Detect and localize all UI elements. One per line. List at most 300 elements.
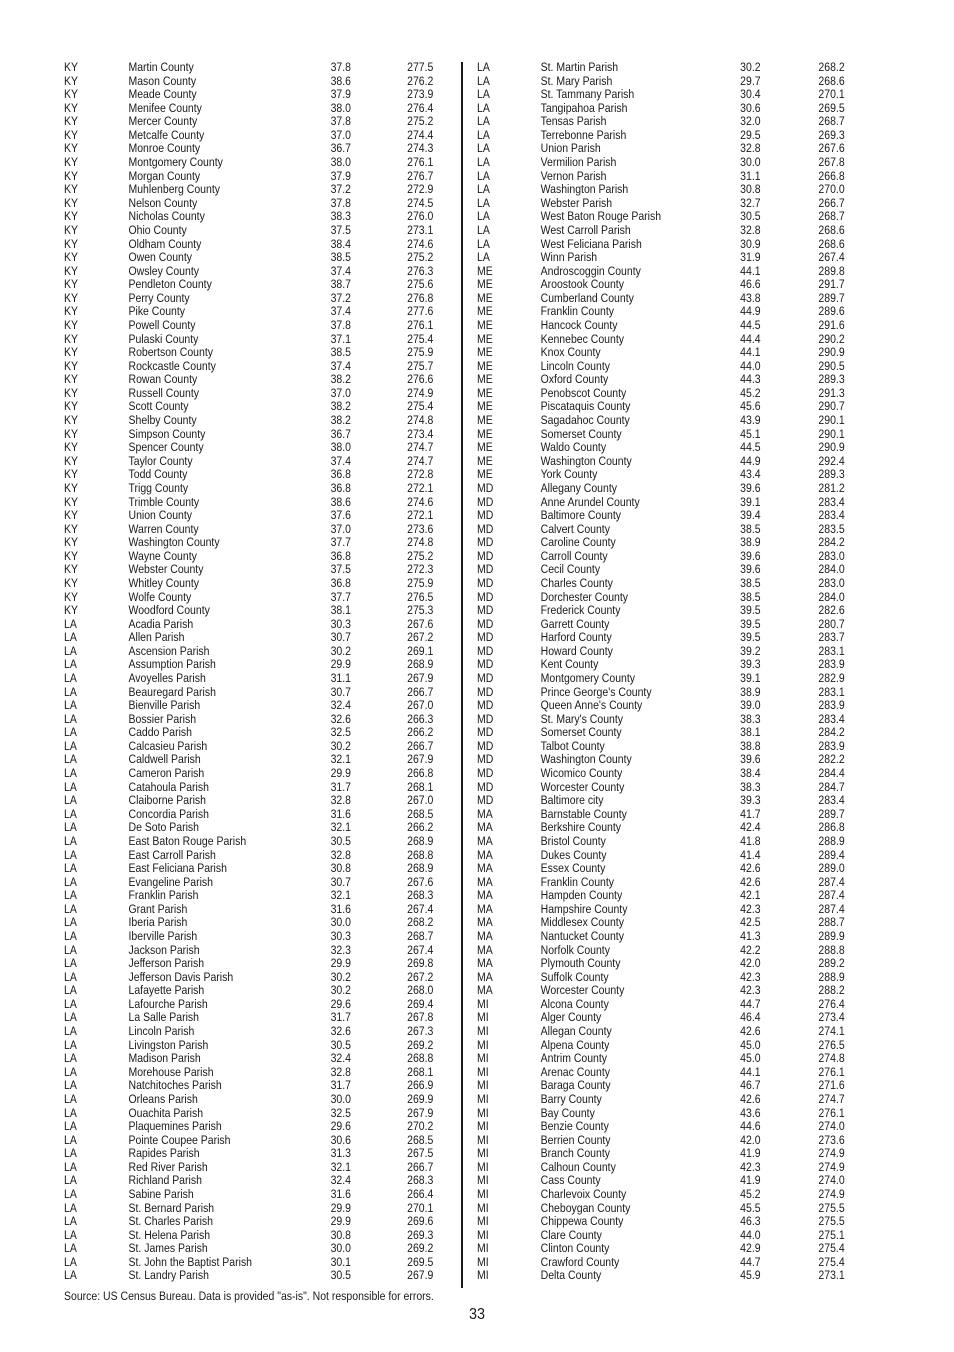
value-1: 38.1 <box>740 725 761 740</box>
county-name: East Feliciana Parish <box>128 861 227 876</box>
value-2: 267.0 <box>407 698 434 713</box>
table-row <box>64 726 460 740</box>
table-row <box>477 862 873 876</box>
state-code: MD <box>477 711 494 726</box>
value-2: 276.1 <box>407 155 434 170</box>
value-1: 37.4 <box>330 263 352 278</box>
state-code: LA <box>64 847 77 862</box>
table-row <box>64 102 460 116</box>
value-2: 283.7 <box>818 630 845 645</box>
state-code: KY <box>64 372 78 387</box>
value-1: 38.6 <box>330 73 352 88</box>
value-2: 289.7 <box>818 290 845 305</box>
county-name: Jackson Parish <box>128 942 200 957</box>
value-1: 42.0 <box>740 956 761 971</box>
table-row <box>477 1202 873 1216</box>
value-1: 29.9 <box>330 1200 352 1215</box>
state-code: LA <box>477 250 490 265</box>
table-row <box>477 400 873 414</box>
value-1: 44.3 <box>740 372 761 387</box>
county-name: Orleans Parish <box>128 1091 198 1106</box>
table-row <box>477 224 873 238</box>
value-1: 38.9 <box>740 684 761 699</box>
county-name: Baltimore city <box>540 793 604 808</box>
value-1: 30.8 <box>330 861 352 876</box>
state-code: LA <box>64 942 77 957</box>
value-1: 32.8 <box>330 793 352 808</box>
county-name: Allen Parish <box>128 630 185 645</box>
table-row <box>477 577 873 591</box>
value-1: 41.7 <box>740 806 761 821</box>
table-row <box>64 278 460 292</box>
value-1: 31.1 <box>740 168 761 183</box>
table-row <box>477 360 873 374</box>
county-name: Caddo Parish <box>128 725 193 740</box>
value-2: 267.6 <box>407 616 434 631</box>
value-2: 283.9 <box>818 738 845 753</box>
state-code: KY <box>64 548 78 563</box>
state-code: KY <box>64 589 78 604</box>
table-row <box>64 1147 460 1161</box>
county-name: Washington County <box>540 453 632 468</box>
value-1: 29.5 <box>740 127 761 142</box>
table-row <box>477 713 873 727</box>
state-code: MI <box>477 1132 489 1147</box>
table-row <box>64 591 460 605</box>
table-row <box>477 618 873 632</box>
table-row <box>64 794 460 808</box>
value-1: 45.2 <box>740 1186 761 1201</box>
state-code: KY <box>64 603 78 618</box>
county-name: Scott County <box>128 399 189 414</box>
table-row <box>477 876 873 890</box>
value-1: 38.4 <box>740 766 761 781</box>
state-code: MI <box>477 1091 489 1106</box>
county-name: Allegan County <box>540 1024 612 1039</box>
value-1: 38.5 <box>740 575 761 590</box>
value-2: 281.2 <box>818 480 845 495</box>
value-2: 275.4 <box>407 331 434 346</box>
county-name: Ascension Parish <box>128 643 210 658</box>
table-row <box>64 183 460 197</box>
table-row <box>477 238 873 252</box>
table-row <box>64 1188 460 1202</box>
value-1: 30.0 <box>330 1241 352 1256</box>
value-2: 288.2 <box>818 983 845 998</box>
value-2: 274.8 <box>407 413 434 428</box>
table-row <box>477 523 873 537</box>
state-code: MA <box>477 847 493 862</box>
table-row <box>64 713 460 727</box>
table-row <box>477 889 873 903</box>
state-code: KY <box>64 575 78 590</box>
table-row <box>64 509 460 523</box>
table-row <box>477 1269 873 1283</box>
state-code: MD <box>477 698 494 713</box>
value-1: 42.6 <box>740 861 761 876</box>
state-code: MD <box>477 752 494 767</box>
value-2: 283.9 <box>818 657 845 672</box>
county-name: West Carroll Parish <box>540 222 631 237</box>
county-name: Essex County <box>540 861 606 876</box>
value-2: 276.4 <box>407 100 434 115</box>
state-code: LA <box>64 861 77 876</box>
value-1: 37.2 <box>330 182 352 197</box>
table-row <box>477 1025 873 1039</box>
table-row <box>64 563 460 577</box>
state-code: ME <box>477 358 493 373</box>
value-2: 272.1 <box>407 480 434 495</box>
county-name: Taylor County <box>128 453 193 468</box>
table-row <box>477 835 873 849</box>
table-row <box>477 903 873 917</box>
value-1: 39.4 <box>740 508 761 523</box>
value-2: 269.3 <box>818 127 845 142</box>
table-row <box>64 224 460 238</box>
state-code: KY <box>64 114 78 129</box>
state-code: MA <box>477 956 493 971</box>
state-code: KY <box>64 304 78 319</box>
county-name: Nicholas County <box>128 209 205 224</box>
state-code: LA <box>477 60 490 74</box>
value-1: 30.7 <box>330 874 352 889</box>
value-1: 30.2 <box>330 738 352 753</box>
value-2: 274.7 <box>818 1091 845 1106</box>
state-code: KY <box>64 480 78 495</box>
value-1: 38.0 <box>330 155 352 170</box>
value-1: 30.3 <box>330 929 352 943</box>
value-1: 31.1 <box>330 671 352 686</box>
value-1: 42.6 <box>740 1091 761 1106</box>
state-code: MI <box>477 1051 489 1066</box>
county-name: Anne Arundel County <box>540 494 640 509</box>
value-1: 39.6 <box>740 562 761 577</box>
county-name: St. Bernard Parish <box>128 1200 215 1215</box>
table-row <box>477 808 873 822</box>
value-1: 41.3 <box>740 929 761 943</box>
state-code: KY <box>64 467 78 482</box>
value-1: 44.0 <box>740 358 761 373</box>
value-1: 38.3 <box>740 711 761 726</box>
value-2: 266.9 <box>407 1078 434 1093</box>
value-1: 31.7 <box>330 779 352 794</box>
table-row <box>477 278 873 292</box>
value-1: 38.7 <box>330 277 352 292</box>
value-2: 290.5 <box>818 358 845 373</box>
source-note: Source: US Census Bureau. Data is provided "as-is". Not responsible for errors. <box>64 1289 434 1303</box>
value-2: 268.2 <box>407 915 434 930</box>
value-1: 43.8 <box>740 290 761 305</box>
county-name: Martin County <box>128 60 194 74</box>
table-row <box>477 333 873 347</box>
value-2: 283.5 <box>818 521 845 536</box>
value-2: 266.7 <box>407 684 434 699</box>
value-1: 32.8 <box>330 1064 352 1079</box>
state-code: MI <box>477 1010 489 1025</box>
state-code: KY <box>64 358 78 373</box>
county-name: Cass County <box>540 1173 601 1188</box>
table-row <box>64 129 460 143</box>
value-2: 274.9 <box>818 1186 845 1201</box>
county-name: St. John the Baptist Parish <box>128 1254 253 1269</box>
value-1: 32.1 <box>330 888 352 903</box>
value-1: 37.0 <box>330 385 352 400</box>
table-row <box>477 686 873 700</box>
value-2: 266.7 <box>818 195 845 210</box>
value-1: 37.8 <box>330 60 352 74</box>
county-name: Waldo County <box>540 440 607 455</box>
county-name: Androscoggin County <box>540 263 641 278</box>
table-row <box>64 645 460 659</box>
table-row <box>64 88 460 102</box>
state-code: MI <box>477 1064 489 1079</box>
value-1: 32.0 <box>740 114 761 129</box>
value-1: 30.5 <box>330 1268 352 1283</box>
value-2: 287.4 <box>818 874 845 889</box>
value-1: 32.1 <box>330 820 352 835</box>
value-2: 291.3 <box>818 385 845 400</box>
value-2: 268.9 <box>407 861 434 876</box>
table-row <box>477 944 873 958</box>
county-name: Alpena County <box>540 1037 610 1052</box>
value-1: 44.9 <box>740 453 761 468</box>
county-name: Iberia Parish <box>128 915 188 930</box>
county-name: Aroostook County <box>540 277 624 292</box>
value-2: 289.4 <box>818 847 845 862</box>
table-row <box>64 536 460 550</box>
table-row <box>477 88 873 102</box>
value-2: 276.8 <box>407 290 434 305</box>
value-2: 267.9 <box>407 671 434 686</box>
state-code: LA <box>64 956 77 971</box>
value-1: 30.8 <box>330 1227 352 1242</box>
county-name: Delta County <box>540 1268 602 1283</box>
state-code: MA <box>477 874 493 889</box>
county-name: Perry County <box>128 290 190 305</box>
value-1: 43.9 <box>740 413 761 428</box>
table-row <box>477 563 873 577</box>
county-name: Sabine Parish <box>128 1186 194 1201</box>
value-1: 29.6 <box>330 996 352 1011</box>
table-row <box>477 699 873 713</box>
table-row <box>477 591 873 605</box>
state-code: LA <box>64 793 77 808</box>
state-code: MD <box>477 535 494 550</box>
state-code: LA <box>64 657 77 672</box>
table-row <box>64 319 460 333</box>
state-code: LA <box>64 1186 77 1201</box>
value-1: 38.5 <box>740 589 761 604</box>
value-1: 32.6 <box>330 711 352 726</box>
table-row <box>477 115 873 129</box>
value-1: 45.2 <box>740 385 761 400</box>
table-row <box>64 360 460 374</box>
value-1: 46.6 <box>740 277 761 292</box>
value-1: 29.9 <box>330 956 352 971</box>
value-1: 30.2 <box>330 969 352 984</box>
state-code: MI <box>477 1241 489 1256</box>
county-name: Franklin County <box>540 874 615 889</box>
column-divider <box>461 62 463 1288</box>
county-name: Hampshire County <box>540 901 628 916</box>
county-name: Nelson County <box>128 195 198 210</box>
table-row <box>64 971 460 985</box>
county-name: Grant Parish <box>128 901 188 916</box>
value-1: 30.5 <box>330 833 352 848</box>
value-1: 37.7 <box>330 535 352 550</box>
value-1: 42.4 <box>740 820 761 835</box>
state-code: MD <box>477 793 494 808</box>
county-name: Todd County <box>128 467 188 482</box>
value-2: 272.8 <box>407 467 434 482</box>
table-row <box>477 536 873 550</box>
county-name: Piscataquis County <box>540 399 631 414</box>
county-name: Kent County <box>540 657 599 672</box>
state-code: ME <box>477 413 493 428</box>
county-name: Morehouse Parish <box>128 1064 214 1079</box>
table-row <box>477 740 873 754</box>
county-name: West Baton Rouge Parish <box>540 209 662 224</box>
county-name: Pulaski County <box>128 331 199 346</box>
table-row <box>477 631 873 645</box>
table-row <box>64 957 460 971</box>
county-name: Benzie County <box>540 1119 609 1134</box>
table-row <box>64 1025 460 1039</box>
table-row <box>477 957 873 971</box>
county-name: Washington County <box>540 752 632 767</box>
county-name: Madison Parish <box>128 1051 201 1066</box>
county-name: Dorchester County <box>540 589 629 604</box>
county-name: Metcalfe County <box>128 127 205 142</box>
county-name: Charles County <box>540 575 613 590</box>
county-name: St. Landry Parish <box>128 1268 209 1283</box>
table-row <box>64 251 460 265</box>
value-2: 289.8 <box>818 263 845 278</box>
value-2: 290.7 <box>818 399 845 414</box>
table-row <box>477 1161 873 1175</box>
state-code: LA <box>477 209 490 224</box>
county-name: Somerset County <box>540 725 622 740</box>
value-1: 42.5 <box>740 915 761 930</box>
value-1: 36.8 <box>330 480 352 495</box>
table-row <box>64 387 460 401</box>
table-row <box>64 1256 460 1270</box>
value-2: 283.4 <box>818 494 845 509</box>
value-1: 44.1 <box>740 263 761 278</box>
value-2: 268.7 <box>818 114 845 129</box>
value-1: 41.8 <box>740 833 761 848</box>
state-code: KY <box>64 508 78 523</box>
value-1: 37.4 <box>330 358 352 373</box>
county-name: Clinton County <box>540 1241 610 1256</box>
county-name: Whitley County <box>128 575 199 590</box>
value-2: 290.2 <box>818 331 845 346</box>
state-code: ME <box>477 385 493 400</box>
state-code: LA <box>64 766 77 781</box>
value-2: 290.1 <box>818 413 845 428</box>
table-row <box>64 903 460 917</box>
county-name: East Baton Rouge Parish <box>128 833 247 848</box>
value-1: 30.6 <box>740 100 761 115</box>
value-1: 30.0 <box>330 1091 352 1106</box>
value-2: 274.8 <box>407 535 434 550</box>
county-name: Rapides Parish <box>128 1146 200 1161</box>
value-1: 46.3 <box>740 1214 761 1229</box>
value-2: 269.5 <box>818 100 845 115</box>
value-2: 276.5 <box>818 1037 845 1052</box>
value-1: 44.0 <box>740 1227 761 1242</box>
state-code: LA <box>64 901 77 916</box>
value-2: 284.0 <box>818 589 845 604</box>
table-row <box>477 414 873 428</box>
state-code: KY <box>64 236 78 251</box>
state-code: MI <box>477 1227 489 1242</box>
value-2: 267.2 <box>407 969 434 984</box>
table-row <box>64 699 460 713</box>
state-code: KY <box>64 100 78 115</box>
value-1: 32.4 <box>330 698 352 713</box>
table-row <box>477 672 873 686</box>
county-name: Union Parish <box>540 141 601 156</box>
right-data-column <box>477 61 937 1283</box>
value-1: 32.4 <box>330 1051 352 1066</box>
value-2: 283.9 <box>818 698 845 713</box>
value-2: 267.6 <box>407 874 434 889</box>
county-name: Calhoun County <box>540 1159 616 1174</box>
state-code: MI <box>477 1268 489 1283</box>
county-name: Rowan County <box>128 372 198 387</box>
state-code: MI <box>477 1186 489 1201</box>
table-row <box>477 604 873 618</box>
county-name: Meade County <box>128 87 197 102</box>
value-1: 31.6 <box>330 806 352 821</box>
county-name: Queen Anne's County <box>540 698 643 713</box>
table-row <box>64 496 460 510</box>
state-code: LA <box>477 127 490 142</box>
table-row <box>64 1011 460 1025</box>
value-1: 37.7 <box>330 589 352 604</box>
state-code: KY <box>64 562 78 577</box>
table-row <box>477 346 873 360</box>
county-name: Acadia Parish <box>128 616 194 631</box>
value-1: 37.0 <box>330 127 352 142</box>
value-1: 30.2 <box>740 60 761 74</box>
value-2: 288.9 <box>818 833 845 848</box>
state-code: LA <box>64 1051 77 1066</box>
county-name: Woodford County <box>128 603 210 618</box>
value-1: 44.5 <box>740 317 761 332</box>
value-1: 30.7 <box>330 630 352 645</box>
state-code: KY <box>64 87 78 102</box>
county-name: Ohio County <box>128 222 187 237</box>
table-row <box>477 645 873 659</box>
value-1: 45.0 <box>740 1037 761 1052</box>
value-1: 29.9 <box>330 657 352 672</box>
county-name: Calcasieu Parish <box>128 738 208 753</box>
state-code: MI <box>477 1119 489 1134</box>
value-2: 276.6 <box>407 372 434 387</box>
county-name: Franklin Parish <box>128 888 199 903</box>
state-code: KY <box>64 60 78 74</box>
value-2: 267.4 <box>407 901 434 916</box>
table-row <box>477 1147 873 1161</box>
table-row <box>477 482 873 496</box>
value-2: 284.2 <box>818 535 845 550</box>
value-2: 289.0 <box>818 861 845 876</box>
state-code: LA <box>64 806 77 821</box>
value-2: 269.2 <box>407 1037 434 1052</box>
value-2: 288.9 <box>818 969 845 984</box>
